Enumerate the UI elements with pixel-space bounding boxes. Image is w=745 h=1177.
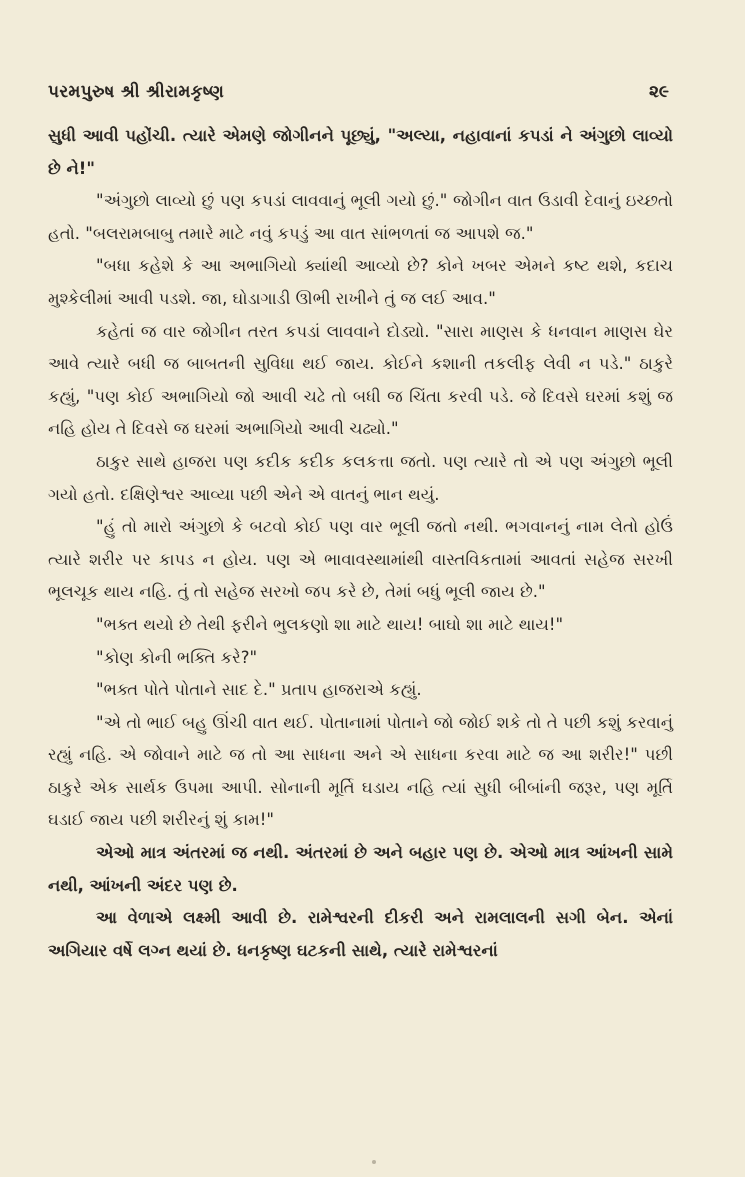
paragraph: એઓ માત્ર અંતરમાં જ નથી. અંતરમાં છે અને બહાર પણ છે. એઓ માત્ર આંખની સામે નથી, આંખની અંદર પણ છે. — [48, 843, 673, 895]
paragraph: સુધી આવી પહોંચી. ત્યારે એમણે જોગીનને પૂછ્યું, "અલ્યા, નહાવાનાં કપડાં ને અંગુછો લાવ્યો છે ને!" — [48, 126, 673, 178]
paragraph: "અંગુછો લાવ્યો છું પણ કપડાં લાવવાનું ભૂલી ગયો છું." જોગીન વાત ઉડાવી દેવાનું ઇચ્છતો હતો. "બલરામબાબુ તમારે માટે નવું કપડું આ વાત સાંભળતાં જ આપશે જ." — [48, 191, 673, 243]
paragraph: "કોણ કોની ભક્તિ કરે?" — [96, 647, 258, 667]
paragraph: કહેતાં જ વાર જોગીન તરત કપડાં લાવવાને દોડ્યો. "સારા માણસ કે ધનવાન માણસ ઘેર આવે ત્યારે બધી જ બાબતની સુવિધા થઈ જાય. કોઈને કશાની તકલીફ લેવી ન પડે." ઠાકુરે કહ્યું, "પણ કોઈ અભાગિયો જો આવી ચઢે તો બધી જ ચિંતા કરવી પડે. જે દિવસે ઘરમાં કશું જ નહિ હોય તે દિવસે જ ઘરમાં અભાગિયો આવી ચઢ્યો." — [48, 321, 673, 439]
body-text — [48, 120, 673, 967]
paragraph: "હું તો મારો અંગુછો કે બટવો કોઈ પણ વાર ભૂલી જતો નથી. ભગવાનનું નામ લેતો હોઉં ત્યારે શરીર પર કાપડ ન હોય. પણ એ ભાવાવસ્થામાંથી વાસ્તવિકતામાં આવતાં સહેજ સરખી ભૂલચૂક થાય નહિ. તું તો સહેજ સરખો જપ કરે છે, તેમાં બધું ભૂલી જાય છે." — [48, 517, 673, 602]
paragraph: "એ તો ભાઈ બહુ ઊંચી વાત થઈ. પોતાનામાં પોતાને જો જોઈ શકે તો તે પછી કશું કરવાનું રહ્યું નહિ. એ જોવાને માટે જ તો આ સાધના અને એ સાધના કરવા માટે જ આ શરીર!" પછી ઠાકુરે એક સાર્થક ઉપમા આપી. સોનાની મૂર્તિ ઘડાય નહિ ત્યાં સુધી બીબાંની જરૂર, પણ મૂર્તિ ઘડાઈ જાય પછી શરીરનું શું કામ!" — [48, 712, 673, 830]
running-header — [48, 82, 673, 102]
paragraph: ઠાકુર સાથે હાજરા પણ કદીક કદીક કલકત્તા જતો. પણ ત્યારે તો એ પણ અંગુછો ભૂલી ગયો હતો. દક્ષિણેશ્વર આવ્યા પછી એને એ વાતનું ભાન થયું. — [48, 451, 673, 504]
page-number: ૨૯ — [648, 82, 669, 102]
paragraph: આ વેળાએ લક્ષ્મી આવી છે. રામેશ્વરની દીકરી અને રામલાલની સગી બેન. એનાં અગિયાર વર્ષે લગ્ન થયાં છે. ધનકૃષ્ણ ઘટકની સાથે, ત્યારે રામેશ્વરનાં — [48, 908, 673, 960]
ink-blot — [372, 1160, 376, 1164]
paragraph: "ભક્ત થયો છે તેથી ફરીને ભુલકણો શા માટે થાય! બાઘો શા માટે થાય!" — [96, 614, 564, 634]
paragraph: "ભક્ત પોતે પોતાને સાદ દે." પ્રતાપ હાજરાએ કહ્યું. — [96, 680, 422, 700]
book-title: પરમપુરુષ શ્રી શ્રીરામકૃષ્ણ — [48, 82, 225, 102]
paragraph: "બધા કહેશે કે આ અભાગિયો ક્યાંથી આવ્યો છે? કોને ખબર એમને કષ્ટ થશે, કદાચ મુશ્કેલીમાં આવી પડશે. જા, ઘોડાગાડી ઊભી રાખીને તું જ લઈ આવ." — [48, 256, 673, 308]
